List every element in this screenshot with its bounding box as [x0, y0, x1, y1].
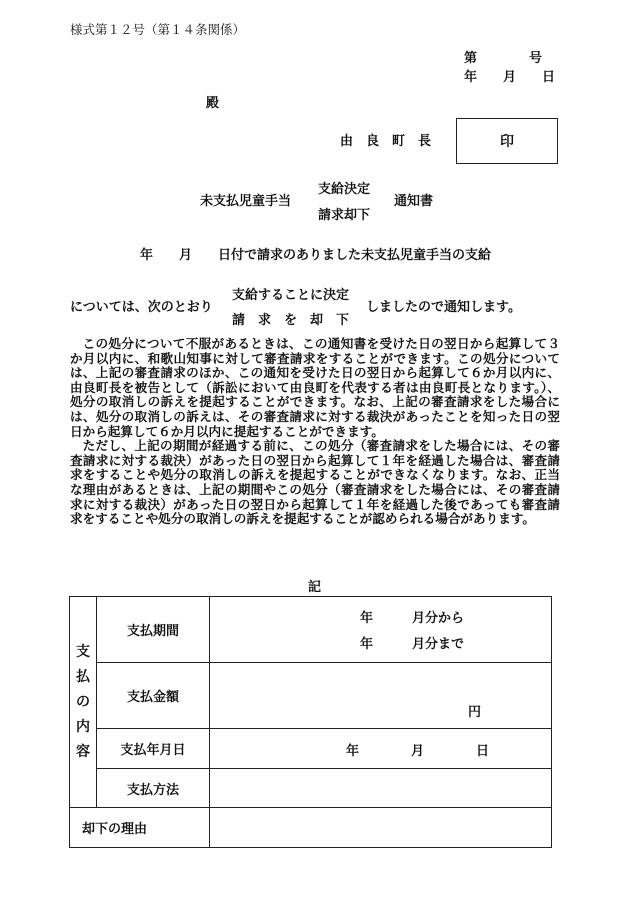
- payment-date-value: 年 月 日: [346, 744, 490, 759]
- form-number: 様式第１２号（第１４条関係）: [70, 22, 246, 37]
- period-to: 年 月分まで: [360, 637, 465, 652]
- group-char: 内: [76, 718, 90, 735]
- payment-content-group-label: [70, 597, 97, 808]
- payment-details-table: [69, 596, 552, 848]
- payment-method-cell[interactable]: [210, 769, 552, 808]
- decision-prefix: については、次のとおり: [70, 300, 213, 315]
- appeal-notice: [70, 337, 560, 527]
- title-option-reject: 請求却下: [318, 208, 371, 223]
- amount-label: 支払金額: [97, 663, 210, 729]
- title-option-grant: 支給決定: [318, 182, 371, 197]
- intro-line: 年 月 日付で請求のありました未支払児童手当の支給: [140, 248, 492, 263]
- payment-date-cell[interactable]: [210, 729, 552, 769]
- rejection-reason-text: 却下の理由: [81, 822, 147, 837]
- period-label: 支払期間: [97, 597, 210, 663]
- appeal-paragraph-2: ただし、上記の期間が経過する前に、この処分（審査請求をした場合には、その審査請求に対する裁決）があった日の翌日から起算して１年を経過した場合は、審査請求をすることや処分の取消しの訴えを提起することができなくなります。なお、正当な理由があるときは、上記の期間やこの処分（審査請求をした場合には、その審査請求に対する裁決）があった日の翌日から起算して１年を経過した後であっても審査請求をすることや処分の取消しの訴えを提起することが認められる場合があります。: [70, 438, 560, 527]
- decision-option-grant: 支給することに決定: [232, 288, 350, 303]
- seal-label: 印: [500, 134, 514, 150]
- title-prefix: 未支払児童手当: [200, 194, 292, 209]
- group-char: 容: [76, 743, 90, 760]
- ki-heading: 記: [308, 580, 322, 595]
- decision-option-reject: 請 求 を 却 下: [232, 313, 350, 328]
- decision-suffix: しましたので通知します。: [366, 300, 521, 315]
- rejection-reason-cell[interactable]: [210, 808, 552, 848]
- period-from: 年 月分から: [360, 611, 465, 626]
- payment-method-label: 支払方法: [97, 769, 210, 808]
- group-char: の: [76, 693, 90, 710]
- appeal-paragraph-1: この処分について不服があるときは、この通知書を受けた日の翌日から起算して３か月以内に、和歌山知事に対して審査請求をすることができます。この処分については、上記の審査請求のほか、この通知を受けた日の翌日から起算して６か月以内に、由良町長を被告として（訴訟において由良町を代表する者は由良町長となります。）、処分の取消しの訴えを提起することができます。なお、上記の審査請求をした場合には、処分の取消しの訴えは、その審査請求に対する裁決があったことを知った日の翌日から起算して６か月以内に提起することができます。: [70, 336, 560, 439]
- amount-value-cell[interactable]: [210, 663, 552, 729]
- rejection-reason-label: [70, 808, 210, 848]
- group-char: 払: [76, 668, 90, 685]
- issuer: 由 良 町 長: [340, 134, 432, 149]
- title-suffix: 通知書: [394, 194, 434, 209]
- issue-date: 年 月 日: [464, 70, 556, 85]
- amount-unit: 円: [468, 705, 482, 720]
- document-number: 第 号: [464, 51, 543, 66]
- group-char: 支: [76, 643, 90, 660]
- seal-box: [456, 118, 558, 164]
- addressee-suffix: 殿: [206, 96, 220, 111]
- period-value-cell[interactable]: [210, 597, 552, 663]
- payment-date-label: 支払年月日: [97, 729, 210, 769]
